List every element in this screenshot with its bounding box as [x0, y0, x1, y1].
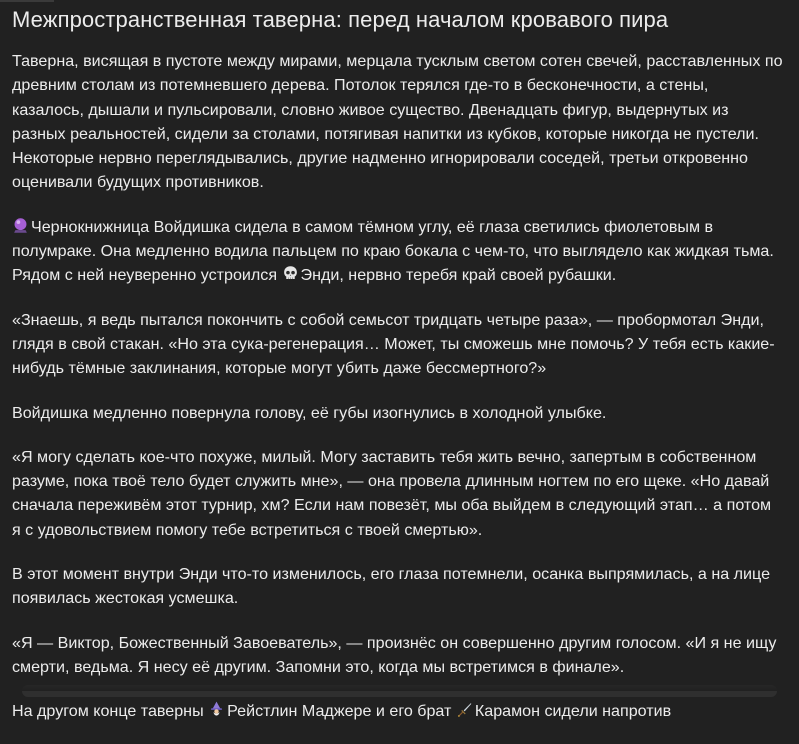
paragraph-caramon-text: Карамон сидели напротив: [474, 702, 672, 721]
message-composer[interactable]: [22, 685, 777, 697]
paragraph-voidishka-text: Чернокнижница Войдишка сидела в самом тёмном углу, её глаза светились фиолетовым в полумраке. Она медленно водила пальцем по краю бокала с чем-то, что выглядело как жидкая тьма. Рядом с ней неуверенно устроился: [12, 217, 774, 285]
paragraph-voidishka-speech: «Я могу сделать кое-что похуже, милый. Могу заставить тебя жить вечно, запертым в собственном разуме, пока твоё тело будет служить мне», — она провела длинным ногтем по его щеке. «Но давай сначала переживём этот турнир, хм? Если нам повезёт, мы оба выйдем в следующий этап… а потом я с удовольствием помогу тебе встретиться с твоей смертью».: [12, 447, 772, 539]
paragraph-andy-text: Энди, нервно теребя край своей рубашки.: [300, 266, 617, 285]
skull-icon: [282, 265, 299, 282]
paragraph-voidishka-smile: Войдишка медленно повернула голову, её губы изогнулись в холодной улыбке.: [12, 403, 607, 422]
paragraph-raistlin-name: Рейстлин Маджере и его брат: [227, 702, 456, 721]
message-heading: Межпространственная таверна: перед началом кровавого пира: [12, 7, 669, 32]
paragraph-raistlin-lead: На другом конце таверны: [12, 702, 209, 721]
paragraph-andy-change: В этот момент внутри Энди что-то изменилось, его глаза потемнели, осанка выпрямилась, а на лице появилась жестокая усмешка.: [12, 565, 771, 608]
top-divider: [0, 0, 54, 2]
crystal-ball-icon: [12, 217, 29, 234]
paragraph-tavern-description: Таверна, висящая в пустоте между мирами, мерцала тусклым светом сотен свечей, расставленных по древним столам из потемневшего дерева. Потолок терялся где-то в бесконечности, а стены, казалось, дышали и пульсировали, словно живое существо. Двенадцать фигур, выдернутых из разных реальностей, сидели за столами, потягивая напитки из кубков, которые никогда не пустели. Некоторые нервно переглядывались, другие надменно игнорировали соседей, третьи откровенно оценивали будущих противников.: [12, 52, 783, 192]
paragraph-victor-speech: «Я — Виктор, Божественный Завоеватель», — произнёс он совершенно другим голосом. «И я не ищу смерти, ведьма. Я несу её другим. Запомни это, когда мы встретимся в финале».: [12, 633, 777, 676]
paragraph-raistlin-caramon: [12, 699, 784, 723]
paragraph-andy-speech: «Знаешь, я ведь пытался покончить с собой семьсот тридцать четыре раза», — пробормотал Энди, глядя в свой стакан. «Но эта сука-регенерация… Может, ты сможешь мне помочь? У тебя есть какие-нибудь тёмные заклинания, которые могут убить даже бессмертного?»: [12, 310, 775, 378]
mage-icon: [208, 701, 225, 718]
paragraph-voidishka-andy: [12, 215, 784, 288]
assistant-message: [12, 8, 784, 744]
dagger-icon: [456, 701, 473, 718]
